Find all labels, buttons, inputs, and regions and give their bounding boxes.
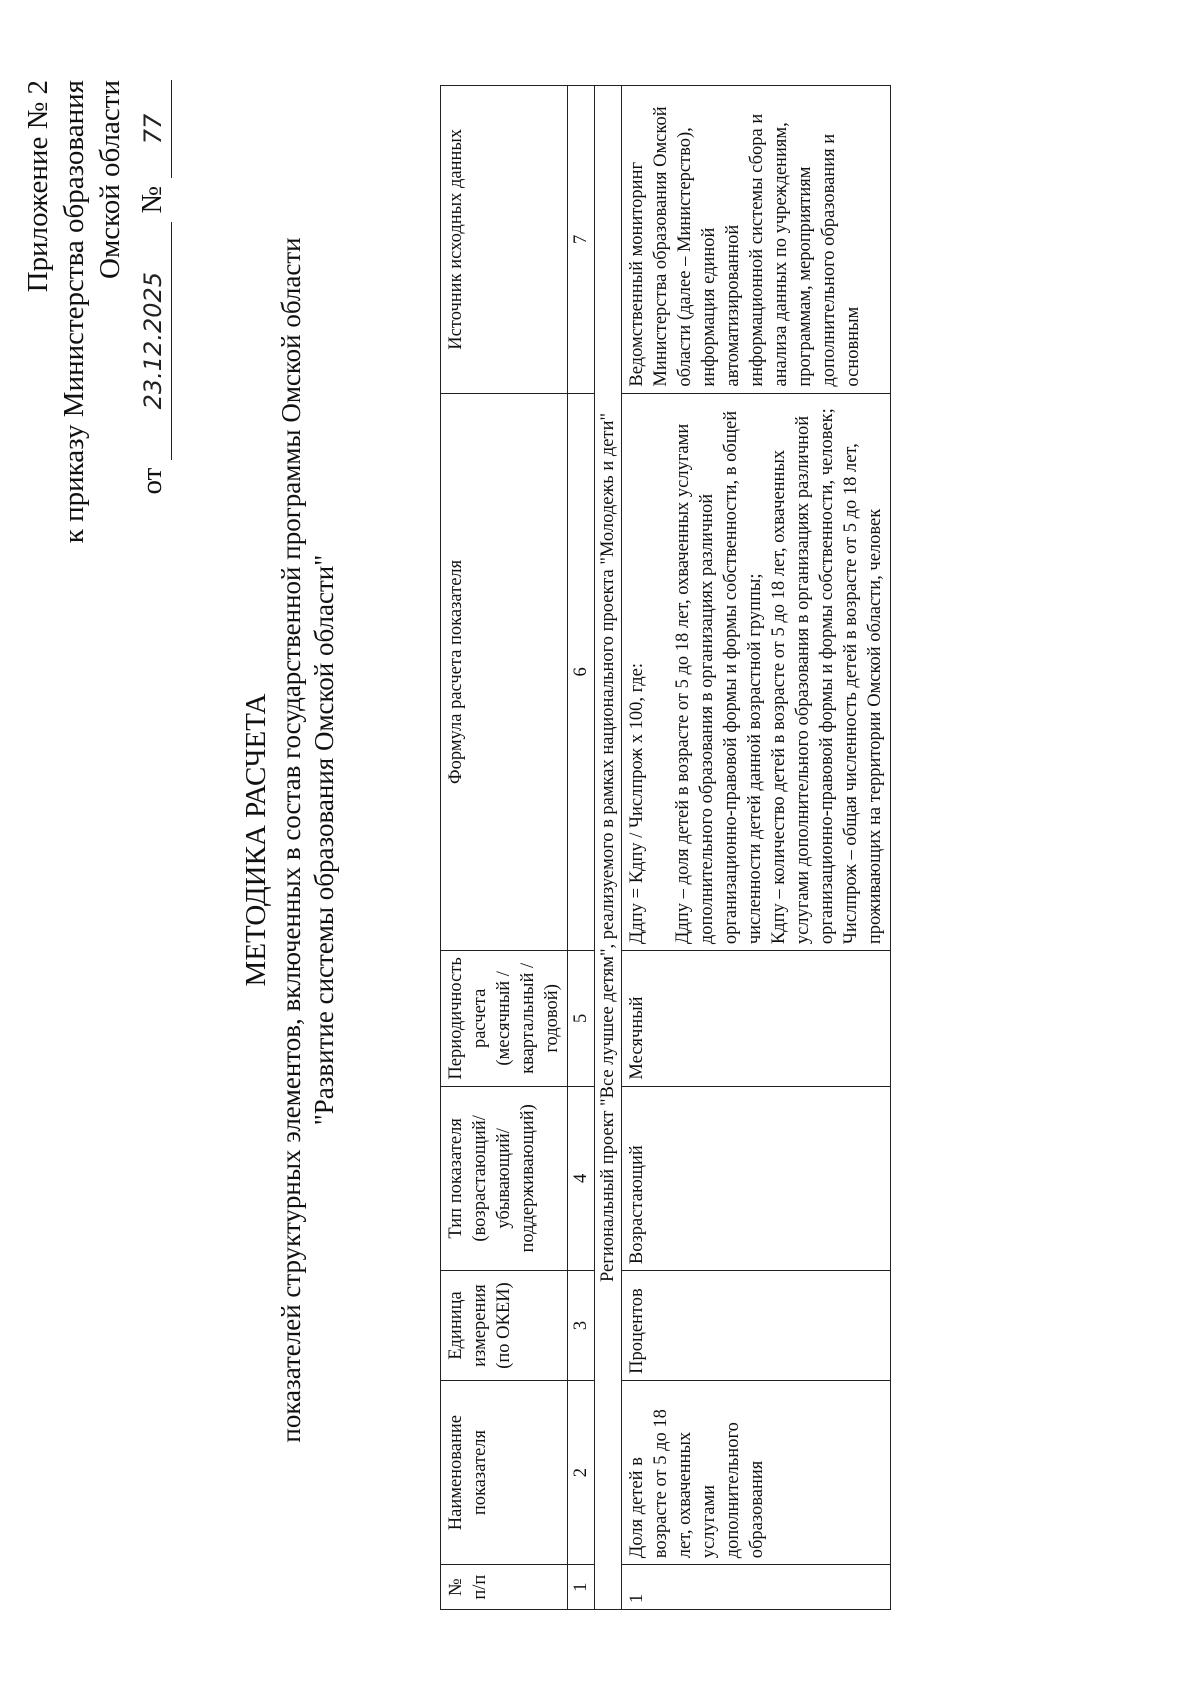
column-number: 6 [568, 393, 595, 951]
header-unit: Единица измерения (по ОКЕИ) [441, 1271, 568, 1381]
formula-definition: Ддпу – доля детей в возрасте от 5 до 18 лет, охваченных услугами дополнительного образования в организациях различной организационно-правовой формы и формы собственности, в общей численности детей данной возрастной группы; [673, 410, 765, 945]
appendix-number: Приложение № 2 [22, 80, 54, 293]
number-prefix: № [136, 186, 168, 214]
column-number: 7 [568, 86, 595, 394]
header-source: Источник исходных данных [441, 86, 568, 394]
column-number: 5 [568, 951, 595, 1086]
order-number-handwritten: 77 [135, 80, 172, 178]
methodology-table [440, 85, 891, 1610]
column-number: 2 [568, 1380, 595, 1564]
document-title: МЕТОДИКА РАСЧЕТА [240, 693, 272, 987]
section-row [595, 86, 622, 1610]
header-name: Наименование показателя [441, 1380, 568, 1564]
column-number: 1 [568, 1565, 595, 1610]
document-subtitle: показателей структурных элементов, включенных в состав государственной программы Омской области [276, 237, 306, 1443]
column-number-row [568, 86, 595, 1610]
appendix-header [20, 80, 172, 543]
column-number: 4 [568, 1086, 595, 1271]
indicator-period: Месячный [622, 951, 891, 1086]
table-row [622, 86, 891, 1610]
order-reference: к приказу Министерства образования [58, 80, 90, 544]
program-name: "Развитие системы образования Омской области" [309, 554, 339, 1126]
rotated-page-content [0, 60, 1160, 1620]
header-period: Периодичность расчета (месячный / квартальный / годовой) [441, 951, 568, 1086]
header-formula: Формула расчета показателя [441, 393, 568, 951]
section-title: Региональный проект "Все лучшее детям", реализуемого в рамках национального проекта "Молодежь и дети" [595, 86, 622, 1610]
formula-expression: Ддпу = Кдпу / Числпрож x 100, где: [627, 662, 647, 945]
order-region: Омской области [94, 80, 126, 279]
row-num: 1 [622, 1565, 891, 1610]
order-date-number-line [134, 80, 172, 543]
table-header-row [441, 86, 568, 1610]
header-type: Тип показателя (возрастающий/ убывающий/ поддерживающий) [441, 1086, 568, 1271]
column-number: 3 [568, 1271, 595, 1381]
data-source: Ведомственный мониторинг Министерства образования Омской области (далее – Министерство), информация единой автоматизированной информационной системы сбора и анализа данных по учреждениям, программам, мероприятиям дополнительного образования и основным [622, 86, 891, 394]
header-num: № п/п [441, 1565, 568, 1610]
formula-definition: Кдпу – количество детей в возрасте от 5 до 18 лет, охваченных услугами дополнительного образования в организациях различной организационно-правовой формы и формы собственности, человек; [769, 408, 837, 945]
indicator-formula [622, 393, 891, 951]
document-title-block [240, 60, 341, 1620]
formula-definition: Числпрож – общая численность детей в возрасте от 5 до 18 лет, проживающих на территории Омской области, человек [841, 443, 885, 945]
indicator-name: Доля детей в возрасте от 5 до 18 лет, охваченных услугами дополнительного образования [622, 1380, 891, 1564]
indicator-unit: Процентов [622, 1271, 891, 1381]
date-prefix: от [136, 467, 168, 495]
indicator-type: Возрастающий [622, 1086, 891, 1271]
order-date-handwritten: 23.12.2025 [135, 222, 172, 460]
